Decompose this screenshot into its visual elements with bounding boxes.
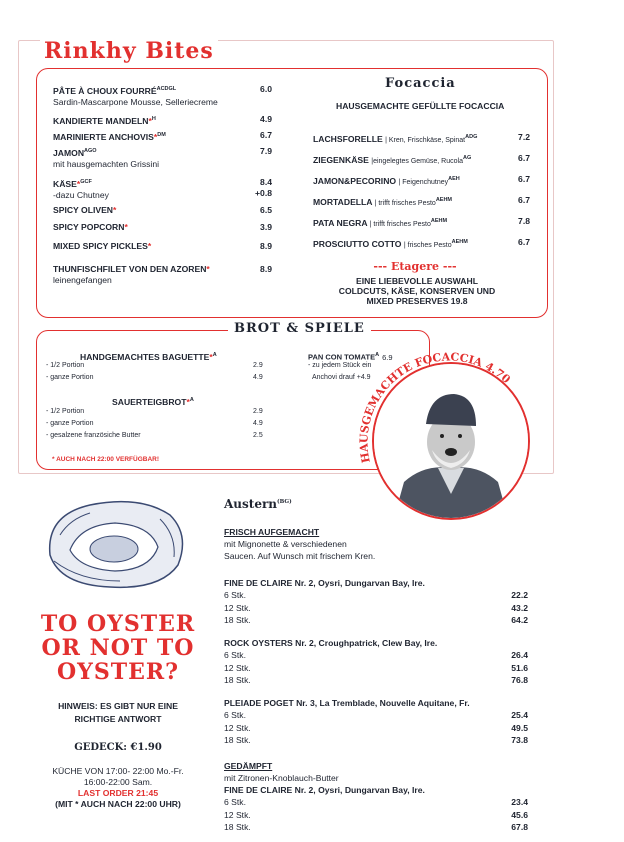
bite-item (53, 84, 253, 108)
bite-price: 6.7 (260, 130, 272, 140)
brot-heading (80, 350, 217, 363)
focaccia-sup: AG (462, 155, 472, 161)
etagere-title: --- Etagere --- (373, 260, 457, 273)
oyster-price: 51.6 (511, 662, 528, 673)
frisch-desc: Saucen. Auf Wunsch mit frischem Kren. (224, 551, 376, 561)
bite-desc: mit hausgemachten Grissini (53, 158, 160, 169)
bite-name: MIXED SPICY PICKLES (53, 241, 148, 251)
pan-heading (308, 350, 393, 363)
oyster-icon (40, 495, 190, 595)
bite-price: 8.9 (260, 241, 272, 251)
focaccia-item (313, 153, 513, 167)
pan-name: PAN CON TOMATE (308, 352, 376, 362)
focaccia-desc: | Feigenchutney (398, 178, 449, 186)
oyster-qty: 12 Stk. (224, 662, 251, 673)
bite-item (53, 177, 253, 201)
bite-item (53, 130, 253, 143)
bite-price: 8.9 (260, 264, 272, 274)
oyster-qty: 12 Stk. (224, 722, 251, 733)
focaccia-sup: AEHM (430, 218, 448, 224)
bite-desc: leinengefangen (53, 275, 112, 285)
focaccia-desc: | trifft frisches Pesto (369, 220, 431, 228)
focaccia-item (313, 132, 513, 146)
bite-name: KÄSE (53, 178, 77, 189)
bite-name: PÂTE À CHOUX FOURRÉ (53, 85, 157, 96)
bite-item (53, 114, 253, 127)
brot-title: BROT & SPIELE (228, 321, 371, 336)
bite-price: 4.9 (260, 114, 272, 124)
oyster-qty: 18 Stk. (224, 675, 251, 685)
focaccia-price: 6.7 (518, 174, 530, 184)
brot-row-label: - ganze Portion (46, 374, 94, 381)
bite-price: 6.5 (260, 205, 272, 215)
bite-price: 7.9 (260, 146, 272, 156)
oyster-qty: 18 Stk. (224, 615, 251, 625)
focaccia-item (313, 174, 513, 188)
bite-name: MARINIERTE ANCHOVIS (53, 131, 154, 142)
oyster-qty: 6 Stk. (224, 710, 246, 720)
oyster-price: 26.4 (511, 650, 528, 660)
focaccia-price: 7.8 (518, 216, 530, 226)
brot-row-price: 4.9 (253, 374, 263, 381)
allergen-code: GCF (80, 179, 92, 185)
focaccia-desc: | frisches Pesto (403, 241, 452, 249)
bite-item (53, 241, 253, 252)
oyster-price: 64.2 (511, 615, 528, 625)
bite-price-extra: +0.8 (255, 188, 272, 198)
bite-price: 8.4 (260, 177, 272, 187)
star-mark: * (113, 205, 117, 215)
focaccia-name: MORTADELLA (313, 196, 373, 207)
bite-price: 6.0 (260, 84, 272, 94)
bite-name: SPICY POPCORN (53, 222, 125, 232)
focaccia-name: JAMON&PECORINO (313, 175, 397, 186)
focaccia-subtitle: HAUSGEMACHTE GEFÜLLTE FOCACCIA (336, 101, 505, 111)
focaccia-name: ZIEGENKÄSE (313, 154, 369, 165)
gedeck: GEDECK: €1.90 (74, 742, 162, 753)
brot-row-label: - ganze Portion (46, 420, 94, 427)
focaccia-item (313, 195, 513, 209)
oyster-qty: 6 Stk. (224, 797, 246, 807)
brot-name: SAUERTEIGBROT (112, 396, 187, 407)
focaccia-desc: |eingelegtes Gemüse, Rucola (371, 157, 463, 165)
poster-title: TO OYSTER OR NOT TO OYSTER? (40, 611, 196, 685)
pan-line: Anchovi drauf +4.9 (312, 374, 371, 381)
focaccia-sup: AEH (448, 176, 460, 182)
focaccia-name: LACHSFORELLE (313, 133, 383, 144)
pan-price: 6.9 (382, 352, 393, 362)
bite-name: JAMON (53, 147, 85, 158)
star-mark: * (206, 264, 210, 274)
star-mark: * (124, 222, 128, 232)
oyster-price: 43.2 (511, 602, 528, 613)
brot-sup: A (189, 397, 194, 403)
bite-name: SPICY OLIVEN (53, 205, 114, 215)
poster-hint: HINWEIS: ES GIBT NUR EINE RICHTIGE ANTWORT (58, 701, 178, 724)
oyster-price: 22.2 (511, 590, 528, 600)
frisch-heading: FRISCH AUFGEMACHT (224, 527, 320, 537)
brot-star: * (186, 396, 190, 407)
bite-item (53, 222, 253, 233)
focaccia-price: 6.7 (518, 237, 530, 247)
focaccia-price: 6.7 (518, 153, 530, 163)
bite-item (53, 205, 253, 216)
svg-text:HAUSGEMACHTE FOCACCIA 4.70: HAUSGEMACHTE FOCACCIA 4.70 (357, 350, 513, 464)
brot-row-price: 2.5 (253, 432, 263, 439)
bite-name: THUNFISCHFILET VON DEN AZOREN (53, 264, 207, 274)
oyster-price: 67.8 (511, 822, 528, 832)
allergen-code: DM (157, 132, 166, 138)
brot-row-label: - gesalzene französiche Butter (46, 432, 141, 439)
brot-row-label: - 1/2 Portion (46, 408, 85, 415)
star-mark: * (148, 115, 152, 126)
austern-title: Austern$^{(BG)}$ (224, 497, 292, 511)
oyster-price: 76.8 (511, 675, 528, 685)
oyster-price: 23.4 (511, 797, 528, 807)
brot-name: HANDGEMACHTES BAGUETTE (80, 351, 210, 362)
focaccia-name: PROSCIUTTO COTTO (313, 238, 402, 249)
brot-heading (112, 395, 194, 408)
focaccia-sup: AEHM (451, 239, 468, 245)
oyster-price: 73.8 (511, 735, 528, 745)
oyster-price: 25.4 (511, 710, 528, 720)
circle-label (352, 342, 546, 536)
bite-desc: -dazu Chutney (53, 189, 109, 200)
oyster-qty: 6 Stk. (224, 650, 246, 660)
oyster-variety: FINE DE CLAIRE Nr. 2, Oysri, Dungarvan Bay, Ire. (224, 578, 425, 588)
oyster-variety: ROCK OYSTERS Nr. 2, Croughpatrick, Clew Bay, Ire. (224, 638, 438, 648)
brot-star: * (209, 351, 213, 362)
brot-row-label: - 1/2 Portion (46, 362, 85, 369)
bite-desc: Sardin-Mascarpone Mousse, Selleriecreme (53, 96, 218, 107)
pan-sup: A (375, 352, 380, 358)
focaccia-name: PATA NEGRA (313, 217, 368, 228)
gedampft-desc: mit Zitronen-Knoblauch-Butter (224, 773, 339, 783)
focaccia-desc: | Kren, Frischkäse, Spinat (385, 136, 466, 144)
focaccia-desc: | trifft frisches Pesto (374, 199, 436, 207)
gedampft-heading: GEDÄMPFT (224, 761, 273, 771)
focaccia-title: Focaccia (385, 76, 456, 91)
star-mark: * (76, 178, 81, 189)
focaccia-item (313, 216, 513, 230)
brot-sup: A (212, 352, 217, 358)
brot-row-price: 2.9 (253, 362, 263, 369)
star-mark: * (153, 131, 158, 142)
bite-price: 3.9 (260, 222, 272, 232)
oyster-qty: 12 Stk. (224, 809, 251, 820)
focaccia-sup: ADG (465, 134, 478, 140)
allergen-code: AGO (84, 148, 97, 154)
oyster-qty: 18 Stk. (224, 735, 251, 745)
brot-row-price: 4.9 (253, 420, 263, 427)
allergen-code: H (151, 116, 156, 122)
oyster-qty: 18 Stk. (224, 822, 251, 832)
star-mark: * (147, 241, 152, 251)
brot-row-price: 2.9 (253, 408, 263, 415)
focaccia-item (313, 237, 513, 251)
focaccia-sup: AEHM (435, 197, 453, 203)
bite-item (53, 146, 253, 170)
oyster-price: 49.5 (511, 722, 528, 733)
focaccia-price: 6.7 (518, 195, 530, 205)
etagere-text: EINE LIEBEVOLLE AUSWAHL COLDCUTS, KÄSE, KONSERVEN UND MIXED PRESERVES 19.8 (338, 276, 496, 306)
oyster-variety: FINE DE CLAIRE Nr. 2, Oysri, Dungarvan Bay, Ire. (224, 785, 425, 795)
kitchen-hours: KÜCHE VON 17:00- 22:00 Mo.-Fr. 16:00-22:00 Sam. LAST ORDER 21:45 (MIT * AUCH NACH 22:00 UHR) (52, 766, 184, 809)
frisch-desc: mit Mignonette & verschiedenen (224, 539, 347, 549)
bite-name: KANDIERTE MANDELN (53, 115, 149, 126)
bite-item (53, 264, 253, 286)
allergen-code: ACDGL (156, 86, 177, 92)
oyster-qty: 6 Stk. (224, 590, 246, 600)
oyster-qty: 12 Stk. (224, 602, 251, 613)
oyster-price: 45.6 (511, 809, 528, 820)
oyster-variety: PLEIADE POGET Nr. 3, La Tremblade, Nouvelle Aquitane, Fr. (224, 698, 470, 708)
pan-line: - zu jedem Stück ein (308, 362, 372, 369)
brot-note: * AUCH NACH 22:00 VERFÜGBAR! (52, 456, 160, 463)
page-title: Rinkhy Bites (40, 38, 218, 64)
focaccia-price: 7.2 (518, 132, 530, 142)
